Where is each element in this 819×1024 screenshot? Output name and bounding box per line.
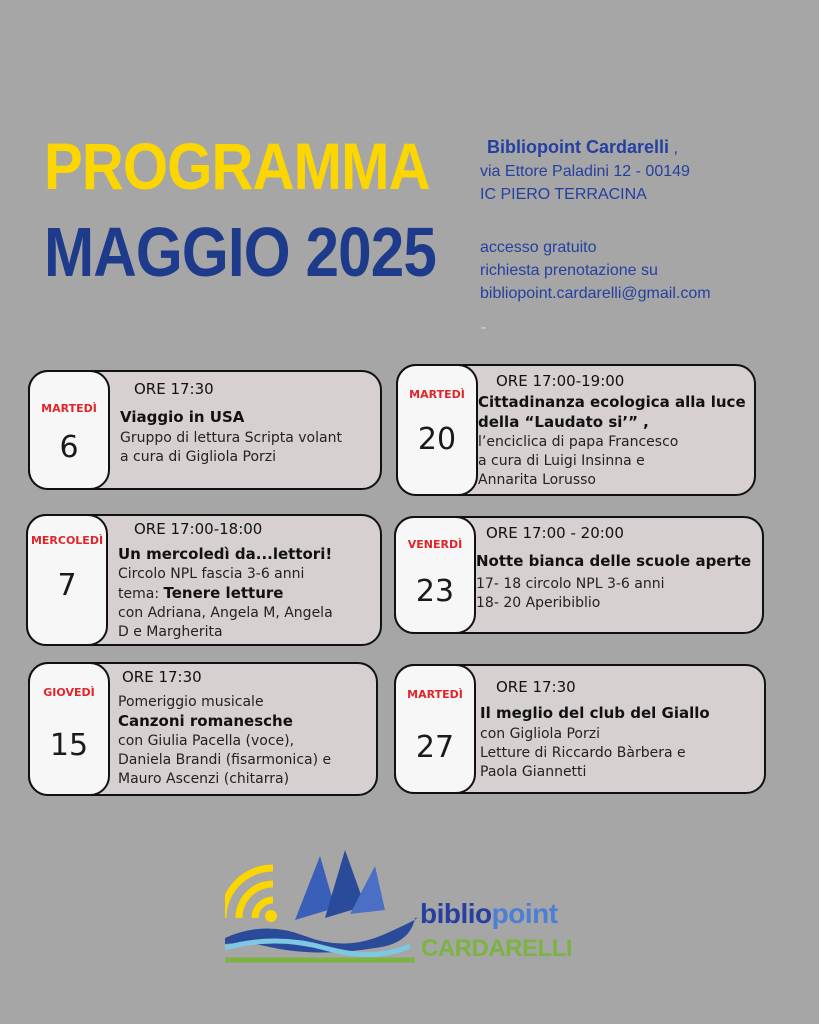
event-line: Circolo NPL fascia 3-6 anni [118,566,305,582]
event-line: l’enciclica di papa Francesco [478,434,679,450]
date-box [394,664,476,794]
event-line: Pomeriggio musicale [118,694,264,710]
event-date: 20 [417,422,457,457]
name-suffix: , [669,140,678,157]
access-info [480,236,711,305]
event-line: Cittadinanza ecologica alla luce [478,393,746,411]
event-line: a cura di Gigliola Porzi [120,449,277,465]
event-line: Mauro Ascenzi (chitarra) [118,771,290,787]
library-info [480,136,690,206]
logo-text-line1 [420,898,558,930]
event-card [26,514,382,646]
date-box [394,516,476,634]
event-description [118,544,333,642]
event-line: Paola Giannetti [480,764,587,780]
event-date: 7 [57,568,77,603]
event-description [120,406,342,467]
event-description [478,392,746,490]
event-date: 27 [415,730,455,765]
event-line: Daniela Brandi (fisarmonica) e [118,752,332,768]
event-weekday: GIOVEDÌ [43,686,95,699]
event-description [480,702,710,782]
event-line: Annarita Lorusso [478,472,596,488]
event-weekday: VENERDÌ [407,538,463,551]
logo-text-biblio: biblio [420,898,492,929]
event-line: 17- 18 circolo NPL 3-6 anni [476,576,665,592]
event-line: Il meglio del club del Giallo [480,704,710,722]
event-line: Canzoni romanesche [118,712,293,730]
event-time: ORE 17:30 [496,678,576,696]
library-name: Bibliopoint Cardarelli [487,137,670,157]
event-card [28,370,382,490]
event-description [476,548,751,613]
event-line: Notte bianca delle scuole aperte [476,552,752,570]
address: via Ettore Paladini 12 - 00149 [480,163,690,180]
event-line: Letture di Riccardo Bàrbera e [480,745,686,761]
event-date: 23 [415,574,455,609]
event-card [28,662,378,796]
event-line: Gruppo di lettura Scripta volant [120,430,342,446]
event-weekday: MARTEDÌ [41,402,97,415]
event-line: con Giulia Pacella (voce), [118,733,295,749]
booking-text: richiesta prenotazione su [480,262,658,279]
event-card [394,664,766,794]
logo-text-line2: CARDARELLI [421,935,572,962]
event-time: ORE 17:00 - 20:00 [486,524,624,542]
program-title: PROGRAMMA [44,129,430,203]
date-box [28,370,110,490]
event-date: 15 [49,728,89,763]
event-time: ORE 17:30 [122,668,202,686]
event-card [394,516,764,634]
event-line: della “Laudato si’” , [478,413,649,431]
event-line: tema: Tenere letture [118,584,284,602]
event-time: ORE 17:00-18:00 [134,520,263,538]
event-theme: Tenere letture [163,584,284,602]
logo-text-point: point [491,898,558,929]
event-card [396,364,756,496]
event-line: 18- 20 Aperibiblio [476,595,601,611]
event-description [118,692,331,789]
event-time: ORE 17:30 [134,380,214,398]
event-weekday: MARTEDÌ [407,688,463,701]
date-box [28,662,110,796]
event-line: D e Margherita [118,624,223,640]
event-line: Un mercoledì da...lettori! [118,545,333,563]
event-line: con Adriana, Angela M, Angela [118,605,333,621]
event-line: con Gigliola Porzi [480,726,600,742]
event-weekday: MERCOLEDÌ [30,534,104,547]
date-box [396,364,478,496]
event-line: Viaggio in USA [120,408,245,426]
dash-mark: - [481,320,487,336]
email-link[interactable]: bibliopoint.cardarelli@gmail.com [480,285,711,302]
event-date: 6 [59,430,79,465]
access-text: accesso gratuito [480,239,597,256]
date-box [26,514,108,646]
event-time: ORE 17:00-19:00 [496,372,625,390]
event-weekday: MARTEDÌ [409,388,465,401]
school: IC PIERO TERRACINA [480,186,647,203]
month-title: MAGGIO 2025 [44,213,437,291]
event-line: a cura di Luigi Insinna e [478,453,645,469]
